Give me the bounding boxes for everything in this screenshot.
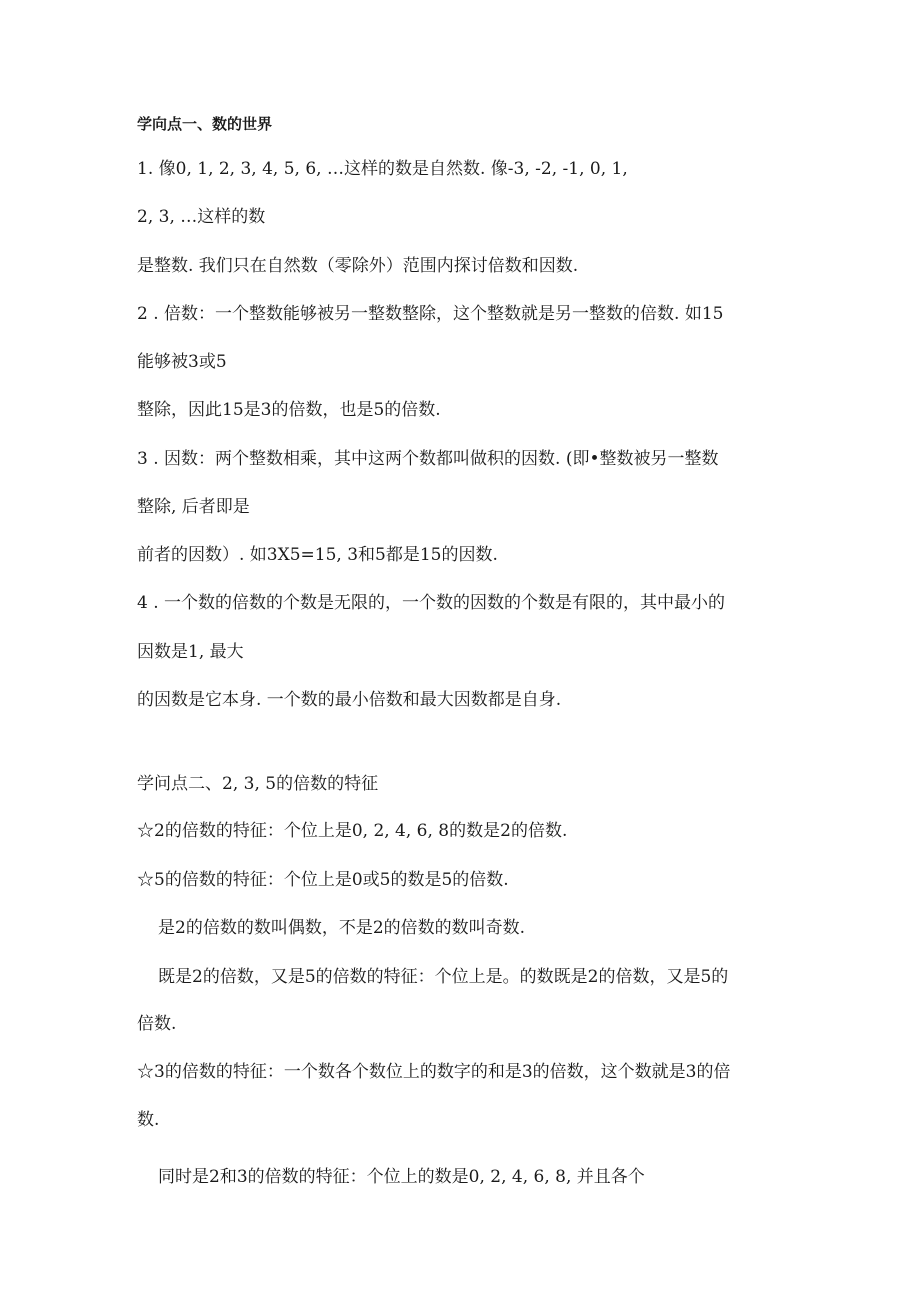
- section2-line-4: 既是2的倍数，又是5的倍数的特征：个位上是。的数既是2的倍数，又是5的: [158, 967, 729, 987]
- paragraph-4-line-3: 的因数是它本身. 一个数的最小倍数和最大因数都是自身.: [137, 690, 562, 710]
- section2-line-5: 倍数.: [137, 1014, 177, 1034]
- section2-line-6: ☆3的倍数的特征：一个数各个数位上的数字的和是3的倍数，这个数就是3的倍: [137, 1062, 731, 1082]
- paragraph-3-line-2: 整除, 后者即是: [137, 497, 250, 517]
- section2-line-2: ☆5的倍数的特征：个位上是0或5的数是5的倍数.: [137, 870, 509, 890]
- paragraph-1-line-3: 是整数. 我们只在自然数（零除外）范围内探讨倍数和因数.: [137, 256, 579, 276]
- paragraph-4-line-1: 4 . 一个数的倍数的个数是无限的，一个数的因数的个数是有限的，其中最小的: [137, 593, 726, 613]
- section2-heading: 学问点二、2, 3, 5的倍数的特征: [137, 774, 379, 794]
- section2-line-1: ☆2的倍数的特征：个位上是0, 2, 4, 6, 8的数是2的倍数.: [137, 821, 568, 841]
- section2-line-3: 是2的倍数的数叫偶数，不是2的倍数的数叫奇数.: [158, 918, 526, 938]
- section1-heading: 学向点一、数的世界: [137, 115, 273, 133]
- paragraph-3-line-3: 前者的因数）. 如3X5=15, 3和5都是15的因数.: [137, 545, 498, 565]
- paragraph-2-line-2: 能够被3或5: [137, 352, 227, 372]
- paragraph-1-line-1: 1. 像0, 1, 2, 3, 4, 5, 6, …这样的数是自然数. 像-3, -2, -1, 0, 1,: [137, 159, 628, 179]
- section2-line-7: 数.: [137, 1110, 160, 1130]
- section2-line-8: 同时是2和3的倍数的特征：个位上的数是0, 2, 4, 6, 8, 并且各个: [158, 1167, 645, 1187]
- paragraph-4-line-2: 因数是1, 最大: [137, 642, 244, 662]
- paragraph-2-line-1: 2 . 倍数：一个整数能够被另一整数整除，这个整数就是另一整数的倍数. 如15: [137, 304, 724, 324]
- paragraph-1-line-2: 2, 3, …这样的数: [137, 207, 266, 227]
- paragraph-2-line-3: 整除，因此15是3的倍数，也是5的倍数.: [137, 400, 441, 420]
- paragraph-3-line-1: 3 . 因数：两个整数相乘，其中这两个数都叫做积的因数. (即•整数被另一整数: [137, 449, 719, 469]
